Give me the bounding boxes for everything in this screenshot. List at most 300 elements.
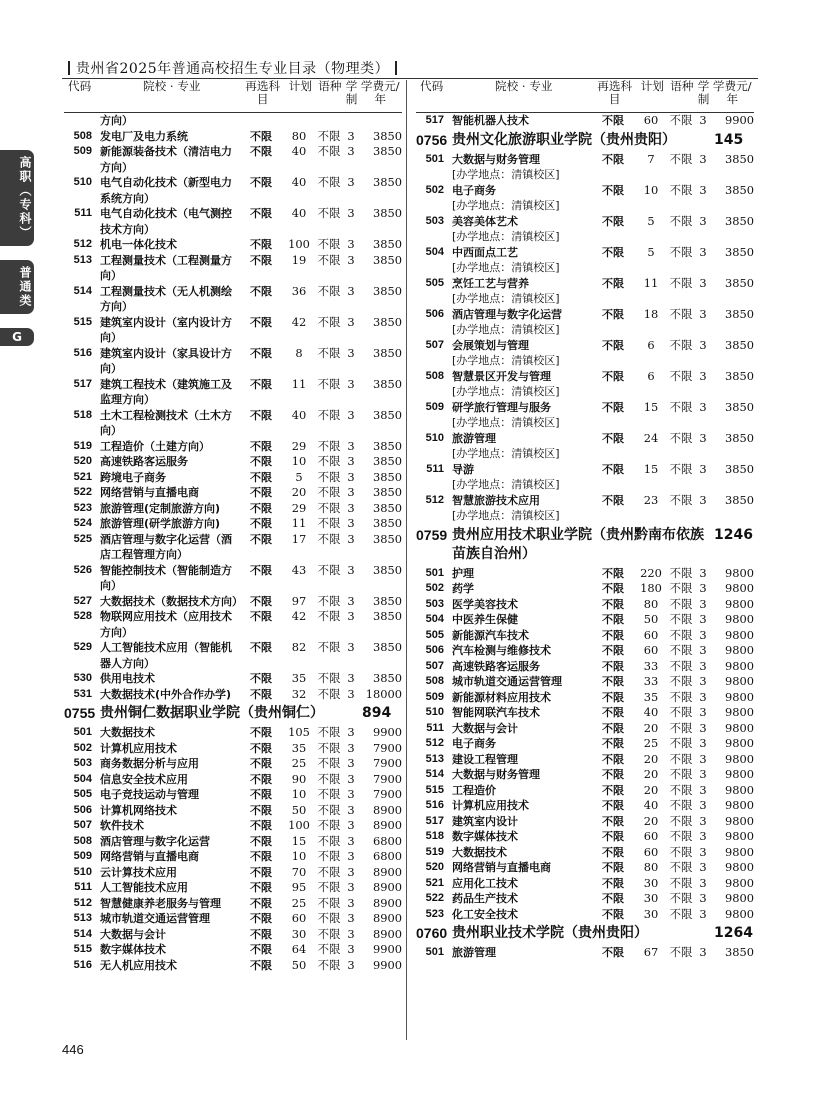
row-language: 不限 <box>669 813 693 828</box>
table-row <box>64 516 402 532</box>
row-code: 510 <box>425 431 444 444</box>
row-plan: 32 <box>291 686 307 701</box>
row-major-name: 物联网应用技术（应用技术方向） <box>100 610 232 639</box>
row-subject: 不限 <box>250 284 272 298</box>
table-row <box>416 659 754 675</box>
row-language: 不限 <box>669 891 693 905</box>
row-language: 不限 <box>669 244 693 259</box>
row-fee: 3850 <box>725 399 754 414</box>
row-language: 不限 <box>317 128 341 143</box>
row-campus-note: [办学地点：清镇校区] <box>452 478 560 491</box>
row-subject: 不限 <box>250 819 272 832</box>
row-major <box>100 834 238 850</box>
row-system: 3 <box>699 705 707 719</box>
row-code: 521 <box>425 876 444 889</box>
row-system: 3 <box>699 565 707 580</box>
row-system: 3 <box>699 113 707 127</box>
row-plan: 18 <box>643 306 659 321</box>
row-system: 3 <box>347 880 355 894</box>
table-row <box>64 849 402 865</box>
row-fee: 8900 <box>373 926 402 941</box>
row-major-name: 网络营销与直播电商 <box>452 861 551 874</box>
row-major <box>100 803 238 819</box>
row-language: 不限 <box>669 627 693 642</box>
row-major <box>452 113 590 129</box>
row-major-name: 智能机器人技术 <box>452 114 529 127</box>
row-plan: 50 <box>291 802 307 817</box>
row-subject: 不限 <box>250 687 272 701</box>
row-system: 3 <box>699 492 707 507</box>
row-major <box>452 400 590 431</box>
row-subject: 不限 <box>602 659 624 673</box>
row-fee: 7900 <box>373 771 402 786</box>
table-row-continuation <box>64 113 402 129</box>
row-plan: 5 <box>647 213 655 228</box>
row-fee: 9900 <box>725 113 754 127</box>
table-row <box>64 756 402 772</box>
table-row <box>416 891 754 907</box>
row-subject: 不限 <box>602 114 624 127</box>
row-fee: 9800 <box>725 689 754 704</box>
table-row <box>64 485 402 501</box>
row-fee: 3850 <box>373 609 402 623</box>
row-language: 不限 <box>317 345 341 360</box>
row-language: 不限 <box>669 767 693 781</box>
row-plan: 100 <box>288 818 310 832</box>
row-code: 516 <box>73 346 92 359</box>
row-subject: 不限 <box>602 493 624 507</box>
row-major <box>452 462 590 493</box>
row-language: 不限 <box>317 880 341 894</box>
row-subject: 不限 <box>250 207 272 220</box>
row-code: 509 <box>73 850 92 862</box>
row-subject: 不限 <box>250 803 272 817</box>
row-plan: 33 <box>643 674 659 688</box>
row-system: 3 <box>699 798 707 812</box>
row-major <box>452 674 590 690</box>
row-code: 525 <box>73 532 92 545</box>
row-system: 3 <box>347 926 355 941</box>
row-language: 不限 <box>317 895 341 910</box>
row-major-name: 化工安全技术 <box>452 907 518 921</box>
row-fee: 3850 <box>725 430 754 445</box>
row-code: 522 <box>73 486 92 498</box>
row-major-name: 建筑室内设计（家具设计方向） <box>100 346 232 375</box>
row-subject: 不限 <box>602 431 624 445</box>
row-language: 不限 <box>669 612 693 626</box>
row-code: 504 <box>73 772 92 785</box>
row-plan: 43 <box>291 562 307 577</box>
row-plan: 7 <box>647 151 655 166</box>
row-fee: 3850 <box>725 337 754 352</box>
row-language: 不限 <box>317 175 341 189</box>
row-language: 不限 <box>669 275 693 290</box>
row-code: 512 <box>73 896 92 909</box>
row-subject: 不限 <box>250 641 272 654</box>
row-plan: 70 <box>291 864 307 879</box>
row-language: 不限 <box>317 725 341 739</box>
row-fee: 9900 <box>373 957 402 972</box>
row-system: 3 <box>699 213 707 228</box>
row-language: 不限 <box>317 237 341 251</box>
row-subject: 不限 <box>250 408 272 422</box>
row-major-name: 城市轨道交通运营管理 <box>100 912 210 925</box>
row-subject: 不限 <box>250 772 272 786</box>
row-plan: 5 <box>647 244 655 259</box>
table-row <box>416 628 754 644</box>
row-code: 518 <box>73 408 92 421</box>
row-major-name: 计算机应用技术 <box>100 741 177 755</box>
row-major-name: 智能控制技术（智能制造方向） <box>100 563 232 592</box>
row-fee: 9800 <box>725 891 754 905</box>
row-major <box>100 911 238 927</box>
row-system: 3 <box>699 736 707 750</box>
row-subject: 不限 <box>602 566 624 580</box>
row-system: 3 <box>347 562 355 577</box>
row-code <box>64 113 100 129</box>
row-code: 509 <box>73 145 92 157</box>
row-subject: 不限 <box>250 943 272 956</box>
row-major-name: 大数据技术 <box>100 726 155 739</box>
row-major-name: 汽车检测与维修技术 <box>452 644 551 657</box>
row-plan: 11 <box>291 376 307 391</box>
side-tab-general: 普通类 <box>0 260 34 314</box>
row-subject: 不限 <box>250 501 272 515</box>
row-code: 516 <box>425 799 444 811</box>
table-row <box>64 470 402 486</box>
table-row <box>416 705 754 721</box>
row-language: 不限 <box>317 671 341 685</box>
row-code: 508 <box>425 675 444 687</box>
row-major-name: 工程造价（土建方向） <box>100 439 210 453</box>
row-plan: 25 <box>291 756 307 770</box>
row-subject: 不限 <box>602 400 624 414</box>
row-subject: 不限 <box>250 532 272 546</box>
table-row <box>416 860 754 876</box>
row-major-name: 电气自动化技术（电气测控技术方向） <box>100 207 232 236</box>
row-plan: 95 <box>291 880 307 894</box>
table-row <box>64 725 402 741</box>
row-plan: 24 <box>643 430 659 445</box>
row-plan: 10 <box>291 849 307 863</box>
row-code: 523 <box>73 501 92 514</box>
table-row <box>416 643 754 659</box>
row-system: 3 <box>347 144 355 158</box>
row-system: 3 <box>699 596 707 611</box>
row-system: 3 <box>699 813 707 828</box>
row-major-name: 医学美容技术 <box>452 597 518 611</box>
row-system: 3 <box>699 612 707 626</box>
table-row <box>64 958 402 974</box>
row-system: 3 <box>699 643 707 657</box>
row-plan: 30 <box>643 906 659 921</box>
row-plan: 11 <box>643 275 659 290</box>
table-row <box>64 315 402 346</box>
row-subject: 不限 <box>250 594 272 608</box>
row-subject: 不限 <box>602 245 624 259</box>
row-system: 3 <box>347 500 355 515</box>
row-subject: 不限 <box>602 946 624 959</box>
row-fee: 3850 <box>373 562 402 577</box>
row-code: 526 <box>73 563 92 576</box>
row-system: 3 <box>347 128 355 143</box>
row-major <box>100 687 238 703</box>
side-tab-vocational: 高职（专科） <box>0 150 34 246</box>
row-major <box>452 597 590 613</box>
row-language: 不限 <box>669 337 693 352</box>
row-plan: 42 <box>291 609 307 623</box>
table-row <box>416 338 754 369</box>
row-language: 不限 <box>317 531 341 546</box>
row-code: 513 <box>73 253 92 266</box>
row-plan: 25 <box>291 895 307 910</box>
row-system: 3 <box>347 725 355 739</box>
table-row <box>64 818 402 834</box>
row-fee: 9800 <box>725 767 754 781</box>
row-code: 508 <box>73 834 92 847</box>
row-system: 3 <box>347 593 355 608</box>
row-system: 3 <box>699 751 707 766</box>
row-major-name: 大数据与会计 <box>452 721 518 735</box>
row-fee: 8900 <box>373 802 402 817</box>
table-row <box>64 237 402 253</box>
row-fee: 3850 <box>373 469 402 484</box>
row-code: 505 <box>425 628 444 641</box>
row-language: 不限 <box>317 407 341 422</box>
row-fee: 3850 <box>725 244 754 259</box>
row-campus-note: [办学地点：清镇校区] <box>452 323 560 336</box>
row-code: 520 <box>425 861 444 873</box>
row-fee: 9800 <box>725 782 754 797</box>
row-language: 不限 <box>317 833 341 848</box>
row-major-name: 旅游管理(研学旅游方向) <box>100 517 221 530</box>
row-subject: 不限 <box>602 338 624 352</box>
row-plan: 60 <box>291 911 307 925</box>
row-subject: 不限 <box>602 152 624 166</box>
row-system: 3 <box>347 942 355 956</box>
table-row <box>64 772 402 788</box>
row-code: 507 <box>425 659 444 672</box>
row-major <box>100 849 238 865</box>
row-code: 506 <box>425 644 444 656</box>
row-subject: 不限 <box>250 470 272 484</box>
row-system: 3 <box>699 782 707 797</box>
school-name: 贵州文化旅游职业学院（贵州贵阳） <box>452 131 676 148</box>
table-row <box>416 462 754 493</box>
table-row <box>416 152 754 183</box>
table-row <box>416 736 754 752</box>
row-major <box>452 659 590 675</box>
row-major <box>100 772 238 788</box>
row-major <box>100 671 238 687</box>
table-header-right <box>416 80 754 113</box>
row-system: 3 <box>347 740 355 755</box>
table-row <box>64 834 402 850</box>
table-row <box>416 276 754 307</box>
row-plan: 30 <box>291 926 307 941</box>
row-major-name: 建筑室内设计（室内设计方向） <box>100 315 232 344</box>
row-system: 3 <box>699 891 707 905</box>
table-row <box>416 214 754 245</box>
row-subject: 不限 <box>250 672 272 685</box>
row-fee: 9800 <box>725 674 754 688</box>
table-row <box>416 690 754 706</box>
row-major <box>452 612 590 628</box>
row-major <box>452 891 590 907</box>
row-code: 501 <box>73 726 92 738</box>
column-divider <box>406 80 407 1040</box>
row-fee: 9800 <box>725 627 754 642</box>
school-plan: 894 <box>362 705 392 721</box>
row-major-name: 建设工程管理 <box>452 752 518 766</box>
table-row <box>416 798 754 814</box>
row-major <box>452 876 590 892</box>
col-header-school-major: 院校 · 专业 <box>143 79 201 93</box>
row-plan: 20 <box>643 782 659 797</box>
row-language: 不限 <box>317 911 341 925</box>
row-subject: 不限 <box>602 628 624 642</box>
row-major-name: 人工智能技术应用 <box>100 881 188 894</box>
col-header-language: 语种 <box>318 79 342 93</box>
col-header-system: 学制 <box>345 79 358 106</box>
row-code: 501 <box>425 946 444 958</box>
row-fee: 9900 <box>373 725 402 739</box>
table-row <box>64 377 402 408</box>
school-row <box>416 924 754 943</box>
row-fee: 3850 <box>373 640 402 654</box>
row-subject: 不限 <box>602 597 624 611</box>
row-system: 3 <box>347 485 355 499</box>
row-major <box>100 594 243 610</box>
row-plan: 80 <box>291 128 307 143</box>
row-fee: 3850 <box>373 531 402 546</box>
row-fee: 8900 <box>373 864 402 879</box>
row-major-name: 网络营销与直播电商 <box>100 486 199 499</box>
row-system: 3 <box>347 640 355 654</box>
row-language: 不限 <box>317 438 341 453</box>
row-code: 507 <box>73 819 92 831</box>
row-language: 不限 <box>669 492 693 507</box>
row-language: 不限 <box>669 182 693 197</box>
row-code: 511 <box>426 721 444 734</box>
row-subject: 不限 <box>250 834 272 848</box>
row-language: 不限 <box>317 818 341 832</box>
row-fee: 8900 <box>373 895 402 910</box>
row-major <box>100 927 238 943</box>
row-language: 不限 <box>317 593 341 608</box>
row-code: 517 <box>425 114 444 126</box>
row-system: 3 <box>347 175 355 189</box>
row-language: 不限 <box>669 674 693 688</box>
row-campus-note: [办学地点：清镇校区] <box>452 168 560 181</box>
row-code: 503 <box>425 597 444 610</box>
row-system: 3 <box>347 237 355 251</box>
row-major <box>452 431 590 462</box>
row-plan: 29 <box>291 500 307 515</box>
row-code: 511 <box>426 462 444 475</box>
row-language: 不限 <box>317 206 341 220</box>
header-bar-right <box>395 61 397 75</box>
row-system: 3 <box>699 581 707 595</box>
row-major <box>452 643 590 659</box>
row-system: 3 <box>699 829 707 843</box>
row-subject: 不限 <box>602 799 624 812</box>
row-subject: 不限 <box>250 741 272 755</box>
row-system: 3 <box>699 182 707 197</box>
row-major <box>452 798 590 814</box>
row-code: 520 <box>73 455 92 467</box>
row-subject: 不限 <box>602 845 624 859</box>
row-system: 3 <box>699 337 707 352</box>
row-language: 不限 <box>317 926 341 941</box>
row-system: 3 <box>699 627 707 642</box>
row-fee: 3850 <box>373 516 402 530</box>
right-list <box>416 113 754 961</box>
row-code: 518 <box>425 830 444 842</box>
row-major <box>100 516 238 532</box>
row-plan: 82 <box>291 640 307 654</box>
row-plan: 10 <box>643 182 659 197</box>
row-plan: 15 <box>643 461 659 476</box>
row-language: 不限 <box>317 740 341 755</box>
row-major <box>100 439 238 455</box>
row-fee: 8900 <box>373 818 402 832</box>
row-subject: 不限 <box>250 726 272 739</box>
row-major-name: 商务数据分析与应用 <box>100 757 199 770</box>
row-major-name: 高速铁路客运服务 <box>452 659 540 673</box>
row-campus-note: [办学地点：清镇校区] <box>452 447 560 460</box>
school-code: 0755 <box>64 705 96 721</box>
row-plan: 64 <box>291 942 307 956</box>
row-code: 511 <box>74 207 92 219</box>
row-system: 3 <box>699 945 707 959</box>
table-row <box>416 307 754 338</box>
page-number: 446 <box>62 1042 84 1057</box>
row-subject: 不限 <box>250 757 272 770</box>
row-subject: 不限 <box>602 830 624 843</box>
row-language: 不限 <box>317 454 341 468</box>
school-name: 贵州铜仁数据职业学院（贵州铜仁） <box>100 705 324 721</box>
table-row <box>416 113 754 129</box>
row-fee: 3850 <box>373 314 402 329</box>
school-code: 0756 <box>416 131 448 148</box>
table-row <box>64 927 402 943</box>
row-major-name: 工程测量技术（工程测量方向） <box>100 253 232 282</box>
row-plan: 60 <box>643 844 659 859</box>
row-subject: 不限 <box>602 768 624 781</box>
row-language: 不限 <box>669 213 693 228</box>
col-header-system: 学制 <box>697 79 710 106</box>
row-fee: 3850 <box>373 454 402 468</box>
row-plan: 35 <box>291 671 307 685</box>
row-major <box>100 144 238 175</box>
row-major <box>100 346 238 377</box>
row-fee: 3850 <box>373 671 402 685</box>
row-major-name: 智慧健康养老服务与管理 <box>100 896 221 910</box>
row-major <box>100 880 238 896</box>
row-plan: 60 <box>643 643 659 657</box>
row-major-name: 旅游管理 <box>452 431 496 445</box>
row-subject: 不限 <box>602 814 624 828</box>
row-system: 3 <box>699 689 707 704</box>
row-fee: 3850 <box>373 438 402 453</box>
row-major-name: 智慧旅游技术应用 <box>452 493 540 507</box>
row-plan: 100 <box>288 237 310 251</box>
row-system: 3 <box>347 407 355 422</box>
row-fee: 3850 <box>373 407 402 422</box>
row-system: 3 <box>699 368 707 383</box>
row-major-name: 大数据技术（数据技术方向） <box>100 594 243 608</box>
